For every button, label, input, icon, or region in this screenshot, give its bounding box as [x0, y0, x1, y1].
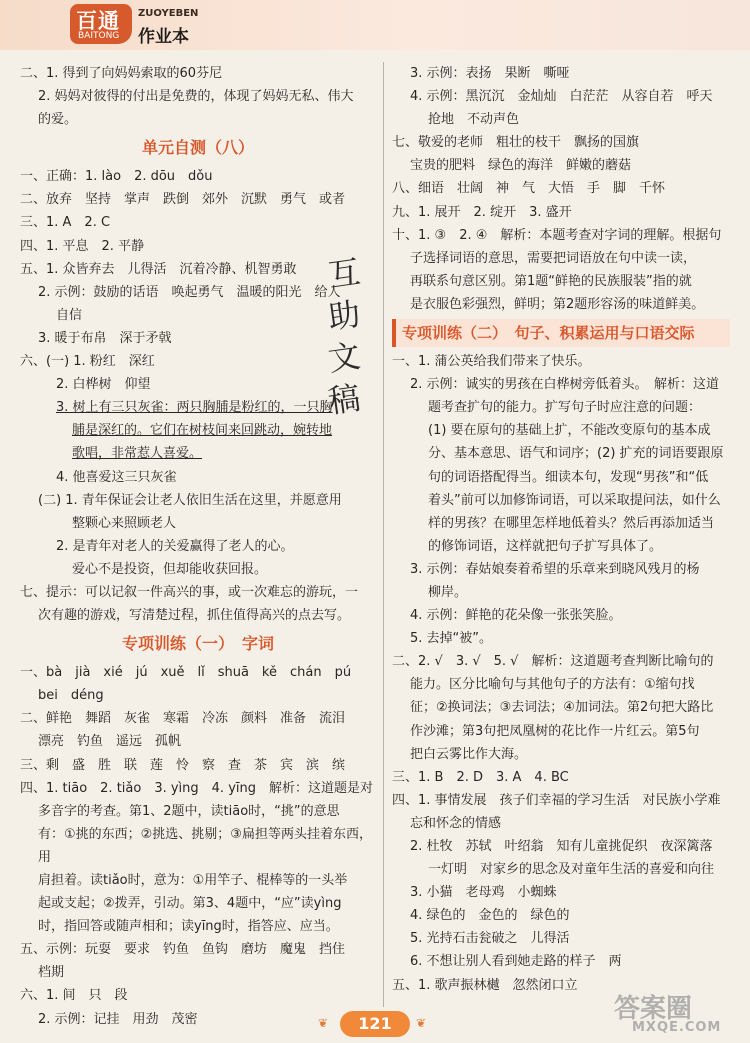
answer-line: 2. 示例：诚实的男孩在白桦树旁低着头。 解析：这道	[410, 377, 720, 393]
answer-line: 肩担着。读tiǎo时，意为：①用竿子、棍棒等的一头举	[38, 873, 348, 888]
answer-line: 的修饰词语，这样就把句子扩写具体了。	[428, 538, 663, 554]
answer-line: 三、剩 盛 胜 联 莲 怜 察 查 茶 宾 滨 缤	[20, 757, 346, 773]
answer-line: (1) 要在原句的基础上扩，不能改变原句的基本成	[428, 423, 711, 439]
answer-line: 五、示例：玩耍 要求 钓鱼 鱼钩 磨坊 魔鬼 挡住	[20, 942, 346, 958]
answer-line: 3. 暖于布帛 深于矛戟	[38, 330, 172, 346]
answer-line: 3. 树上有三只灰雀：两只胸脯是粉红的，一只胸	[56, 400, 333, 416]
answer-line: 6. 不想让别人看到她走路的样子 两	[410, 954, 622, 970]
answer-line: 二、2. √ 3. √ 5. √ 解析：这道题考查判断比喻句的	[392, 654, 714, 670]
handwritten-char: 助	[325, 294, 363, 337]
answer-line: 的爱。	[38, 112, 78, 128]
handwritten-char: 互	[325, 252, 363, 295]
answer-line: 把白云雾比作大海。	[410, 746, 528, 762]
answer-line: 4. 示例：鲜艳的花朵像一张张笑脸。	[410, 608, 622, 624]
answer-line: 次有趣的游戏，写清楚过程，抓住值得高兴的点去写。	[38, 608, 351, 624]
answer-line: 2. 示例：鼓励的话语 唤起勇气 温暖的阳光 给人	[38, 284, 341, 300]
watermark-main: 答案圈	[614, 994, 693, 1024]
watermark	[612, 988, 742, 1040]
answer-line: 整颗心来照顾老人	[72, 515, 177, 531]
answer-line: 时，指回答或随声相和；读yīng时，指答应、应当。	[38, 919, 339, 935]
answer-line: 3. 示例：表扬 果断 嘶哑	[410, 66, 570, 81]
answer-line: 二、鲜艳 舞蹈 灰雀 寒霜 冷冻 颜料 准备 流泪	[20, 711, 346, 727]
page-number: 121	[340, 1011, 410, 1037]
answer-line: 十、1. ③ 2. ④ 解析：本题考查对字词的理解。根据句	[392, 227, 722, 243]
answer-line: 歌唱，非常惹人喜爱。	[72, 446, 203, 462]
answer-line: bei déng	[38, 688, 104, 704]
answer-line: 二、放弃 坚持 掌声 跌倒 郊外 沉默 勇气 或者	[20, 192, 346, 208]
logo-badge	[70, 4, 132, 44]
answer-line: 漂亮 钓鱼 遥远 孤帆	[38, 734, 182, 750]
answer-line: 柳岸。	[428, 584, 468, 600]
answer-line: 2. 示例：记挂 用劲 茂密	[38, 1011, 198, 1027]
answer-line: 2. 妈妈对彼得的付出是免费的，体现了妈妈无私、伟大	[38, 89, 354, 105]
answer-line: 八、细语 壮阔 神 气 大悟 手 脚 千怀	[392, 181, 666, 197]
logo-pinyin: BAITONG	[78, 31, 120, 41]
logo-en: ZUOYEBEN	[138, 8, 199, 19]
answer-line: 能力。区分比喻句与其他句子的方法有：①缩句找	[410, 677, 695, 693]
answer-line: 5. 去掉“被”。	[410, 631, 493, 647]
answer-line: 多音字的考查。第1、2题中，读tiāo时，“挑”的意思	[38, 803, 340, 819]
answer-line: 二、1. 得到了向妈妈索取的60芬尼	[20, 66, 223, 81]
answer-line: 3. 示例：春姑娘奏着希望的乐章来到晓风残月的杨	[410, 561, 700, 577]
answer-line: 五、1. 众皆弃去 儿得活 沉着冷静、机智勇敢	[20, 261, 297, 277]
answer-line: 一、bà jià xié jú xuě lǐ shuā kě chán pú	[20, 665, 352, 681]
right-column	[392, 62, 730, 997]
handwritten-char: 稿	[325, 378, 363, 421]
left-column	[20, 62, 376, 1031]
answer-line: 样的男孩？在哪里怎样地低着头？然后再添加适当	[428, 515, 715, 531]
answer-line: 4. 绿色的 金色的 绿色的	[410, 908, 570, 924]
answer-line: 七、提示：可以记叙一件高兴的事，或一次难忘的游玩，一	[20, 584, 359, 600]
answer-line: 抢地 不动声色	[428, 112, 520, 128]
brand-logo	[70, 4, 200, 48]
answer-line: 子选择词语的意思，需要把词语放在句中读一读，	[410, 250, 697, 266]
answer-line: 六、1. 间 只 段	[20, 988, 128, 1004]
answer-line: 作沙滩；第3句把凤凰树的花比作一片红云。第5句	[410, 723, 700, 739]
answer-line: 征；②换词法；③去词法；④加词法。第2句把大路比	[410, 700, 714, 716]
answer-line: 三、1. A 2. C	[20, 215, 111, 231]
answer-line: 自信	[56, 307, 83, 323]
answer-line: 七、敬爱的老师 粗壮的枝干 飘扬的国旗	[392, 135, 640, 151]
answer-line: 2. 杜牧 苏轼 叶绍翁 知有儿童挑促织 夜深篱落	[410, 839, 713, 854]
answer-line: 一、1. 蒲公英给我们带来了快乐。	[392, 354, 591, 370]
answer-line: (二) 1. 青年保证会让老人依旧生活在这里，并愿意用	[38, 492, 342, 508]
answer-line: 5. 光持石击瓮破之 儿得活	[410, 931, 570, 947]
page-flourish-right-icon: ❦	[416, 1016, 427, 1030]
answer-line: 爱心不是投资，但却能收获回报。	[72, 561, 268, 577]
answer-line: 四、1. tiāo 2. tiǎo 3. yìng 4. yīng 解析：这道题是对	[20, 780, 373, 796]
column-divider	[383, 62, 384, 1007]
answer-line: 再联系句意区别。第1题“鲜艳的民族服装”指的就	[410, 273, 692, 289]
section-title-unit-test-8: 单元自测（八）	[141, 138, 254, 158]
answer-line: 2. 是青年对老人的关爱赢得了老人的心。	[56, 538, 294, 554]
answer-line: 句的词语搭配得当。细读本句，发现“男孩”和“低	[428, 469, 709, 485]
handwritten-note	[325, 250, 398, 430]
answer-line: 六、(一) 1. 粉红 深红	[20, 354, 155, 370]
answer-line: 宝贵的肥料 绿色的海洋 鲜嫩的蘑菇	[410, 158, 632, 174]
answer-line: 是衣服色彩强烈，鲜明；第2题形容汤的味道鲜美。	[410, 296, 705, 312]
answer-line: 三、1. B 2. D 3. A 4. BC	[392, 769, 569, 785]
answer-line: 九、1. 展开 2. 绽开 3. 盛开	[392, 204, 572, 220]
answer-line: 四、1. 事情发展 孩子们幸福的学习生活 对民族小学难	[392, 792, 721, 808]
answer-line: 忘和怀念的情感	[410, 815, 502, 831]
answer-line: 题考查扩句的能力。扩写句子时应注意的问题：	[428, 400, 702, 416]
handwritten-char: 文	[325, 336, 363, 379]
answer-line: 脯是深红的。它们在树枝间来回跳动，婉转地	[72, 423, 333, 439]
page-flourish-left-icon: ❦	[318, 1016, 329, 1030]
answer-line: 四、1. 平息 2. 平静	[20, 238, 145, 254]
answer-line: 五、1. 歌声振林樾 忽然闭口立	[392, 977, 578, 993]
answer-line: 分、基本意思、语气和词序；(2) 扩充的词语要跟原	[428, 446, 724, 462]
answer-line: 4. 示例：黑沉沉 金灿灿 白茫茫 从容自若 呼天	[410, 89, 713, 105]
answer-line: 有：①挑的东西；②挑选、挑剔；③扁担等两头挂着东西，用	[38, 826, 372, 865]
answer-line: 3. 小猫 老母鸡 小蜘蛛	[410, 885, 557, 901]
answer-line: 4. 他喜爱这三只灰雀	[56, 469, 177, 485]
section-title-special-training-2: 专项训练（二） 句子、积累运用与口语交际	[392, 319, 730, 347]
answer-line: 一、正确：1. lào 2. dōu dǒu	[20, 169, 213, 185]
logo-cn: 百通	[76, 9, 120, 33]
answer-line: 起或支起；②拨弄，引动。第3、4题中，“应”读yìng	[38, 896, 342, 912]
answer-line: 一灯明 对家乡的思念及对童年生活的喜爱和向往	[428, 862, 715, 878]
logo-title: 作业本	[138, 27, 189, 47]
answer-line: 2. 白桦树 仰望	[56, 377, 151, 393]
watermark-sub: MXQE.COM	[632, 1020, 722, 1035]
answer-line: 档期	[38, 965, 65, 981]
answer-line: 着头”前可以加修饰词语，可以采取提问法，如什么	[428, 492, 721, 508]
section-title-special-training-1: 专项训练（一） 字词	[121, 634, 274, 654]
